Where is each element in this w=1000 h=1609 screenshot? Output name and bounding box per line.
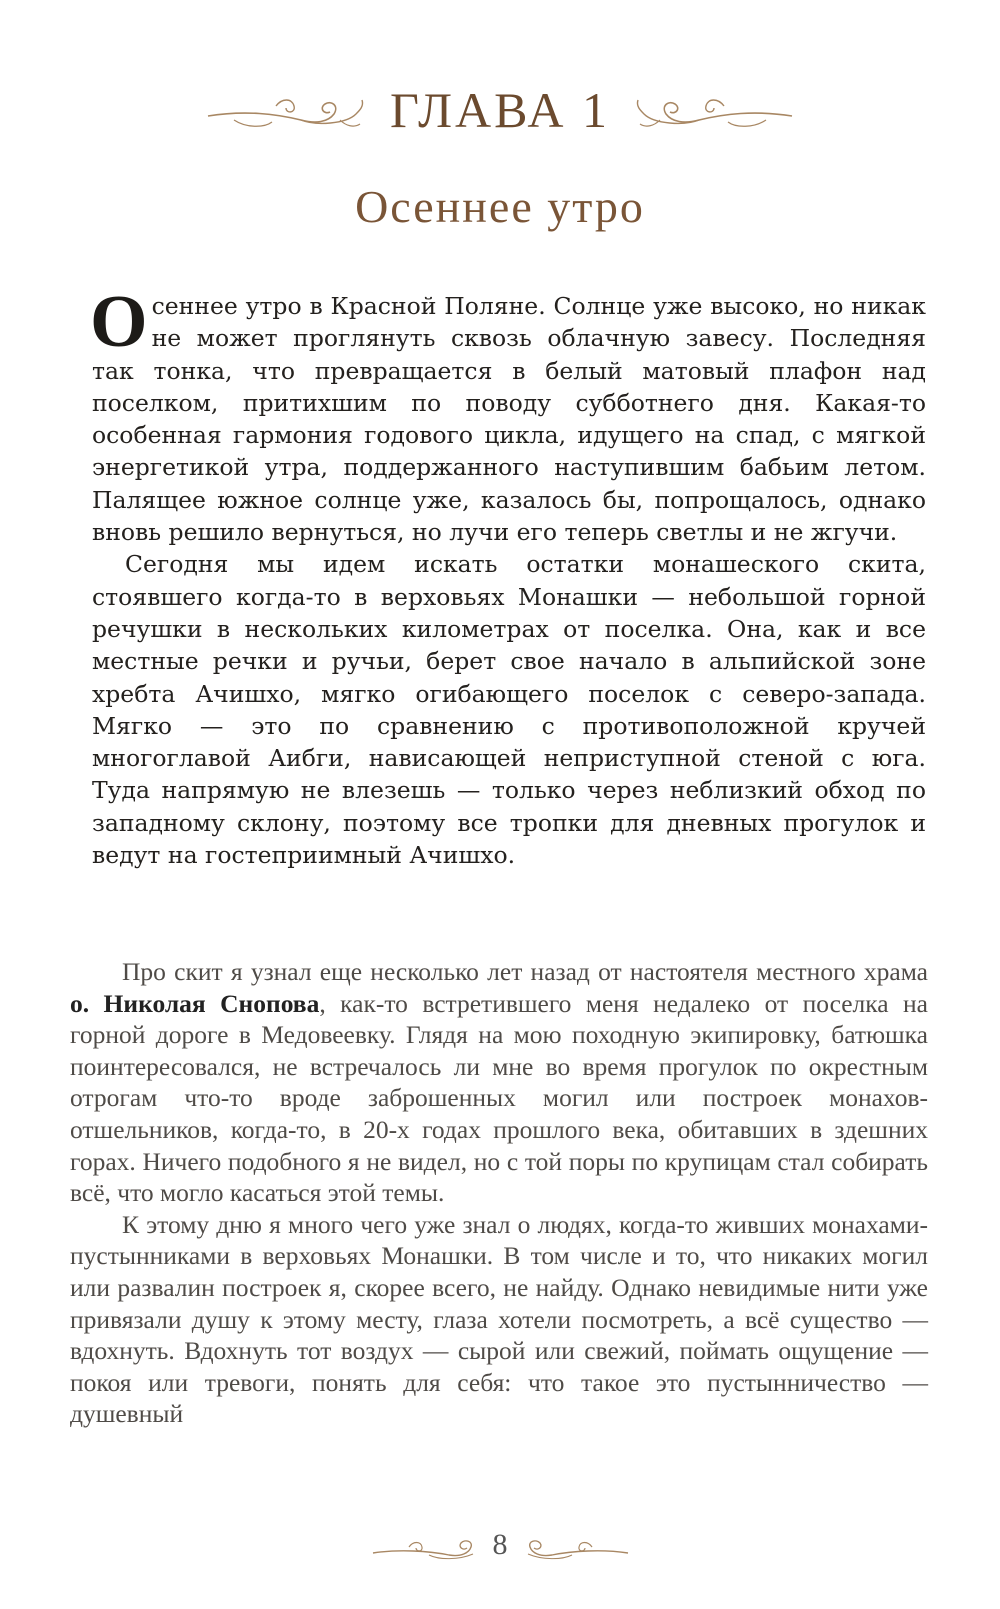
footer-right-ornament — [522, 1527, 632, 1563]
body-paragraph — [70, 956, 928, 1209]
person-name: о. Николая Снопова — [70, 988, 320, 1018]
opening-paragraph-text: сеннее утро в Красной Поляне. Солнце уже высоко, но никак не может проглянуть сквозь облачную завесу. Последняя так тонка, что превращается в белый матовый плафон над поселком, притихшим по поводу субботнего дня. Какая-то особенная гармония годового цикла, идущего на спад, с мягкой энергетикой утра, поддержанного наступившим бабьим летом. Палящее южное солнце уже, казалось бы, попрощалось, однако вновь решило вернуться, но лучи его теперь светлы и не жгучи. — [92, 292, 926, 547]
continued-section — [70, 956, 928, 1430]
body-paragraph: К этому дню я много чего уже знал о людях, когда-то живших монахами-пустынниками в верховьях Монашки. В том числе и то, что никаких могил или развалин построек я, скорее всего, не найду. Однако невидимые нити уже привязали душу к этому месту, глаза хотели посмотреть, а всё существо — вдохнуть. Вдохнуть тот воздух — сырой или свежий, поймать ощущение — покоя или тревоги, понять для себя: что такое это пустынничество — душевный — [70, 1209, 928, 1429]
chapter-label: ГЛАВА 1 — [390, 82, 610, 138]
page-footer — [0, 1520, 1000, 1570]
right-flourish-ornament — [634, 80, 794, 140]
paragraph-text: , как-то встретившего меня недалеко от поселка на горной дороге в Медовеевку. Глядя на мою походную экипировку, батюшка поинтересовался, не встречалось ли мне во время прогулок по окрестным отрогам что-то вроде заброшенных могил или построек монахов-отшельников, когда-то, в 20-х годах прошлого века, обитавших в здешних горах. Ничего подобного я не видел, но с той поры по крупицам стал собирать всё, что могло касаться этой темы. — [70, 988, 928, 1208]
left-flourish-ornament — [206, 80, 366, 140]
drop-cap: О — [90, 281, 148, 363]
opening-paragraph — [90, 281, 926, 548]
paragraph-text: Про скит я узнал еще несколько лет назад от настоятеля местного храма — [122, 957, 928, 986]
chapter-title: Осеннее утро — [355, 181, 645, 232]
footer-left-ornament — [369, 1527, 479, 1563]
chapter-header — [0, 70, 1000, 150]
opening-section — [90, 281, 926, 871]
page-number: 8 — [492, 1528, 508, 1561]
body-paragraph: Сегодня мы идем искать остатки монашеского скита, стоявшего когда-то в верховьях Монашки — небольшой горной речушки в нескольких километрах от поселка. Она, как и все местные речки и ручьи, берет свое начало в альпийской зоне хребта Ачишхо, мягко огибающего поселок с северо-запада. Мягко — это по сравнению с противоположной кручей многоглавой Аибги, нависающей неприступной стеной с юга. Туда напрямую не влезешь — только через неблизкий обход по западному склону, поэтому все тропки для дневных прогулок и ведут на гостеприимный Ачишхо. — [92, 550, 926, 870]
